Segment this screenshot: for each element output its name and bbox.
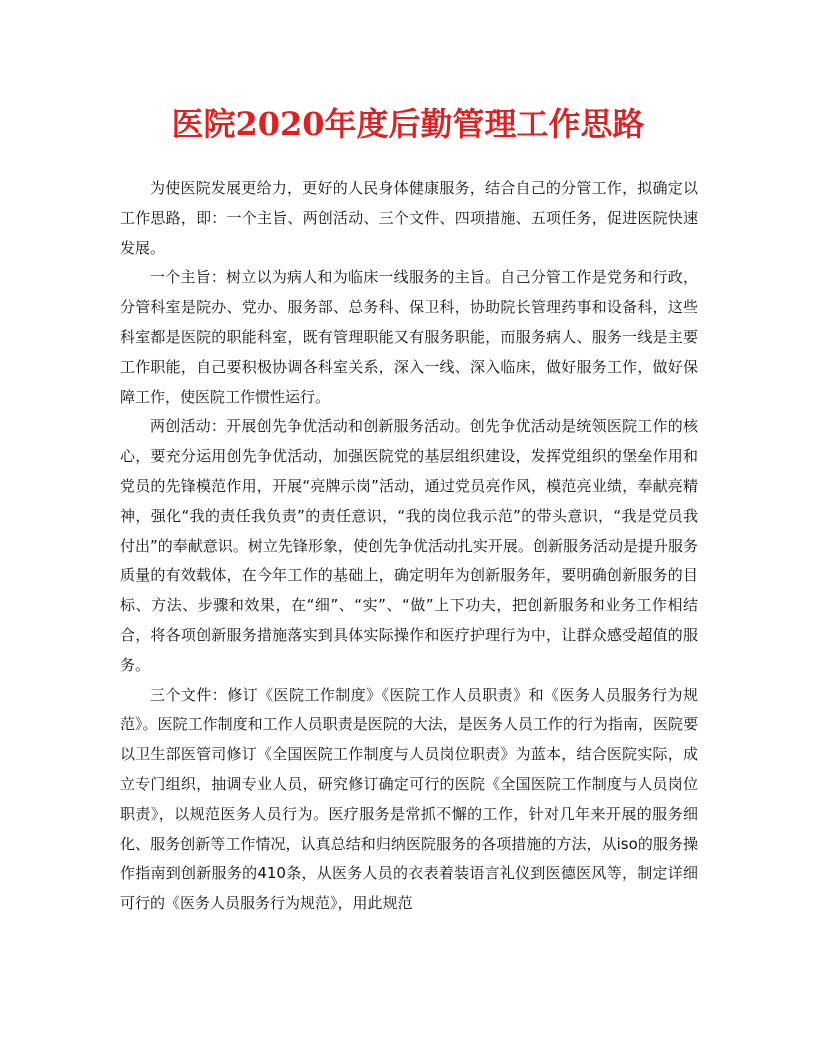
document-body [120, 174, 698, 919]
paragraph-intro: 为使医院发展更给力，更好的人民身体健康服务，结合自己的分管工作，拟确定以工作思路，即：一个主旨、两创活动、三个文件、四项措施、五项任务，促进医院快速发展。 [120, 179, 698, 257]
paragraph-two-activities: 两创活动：开展创先争优活动和创新服务活动。创先争优活动是统领医院工作的核心，要充分运用创先争优活动，加强医院党的基层组织建设，发挥党组织的堡垒作用和党员的先锋模范作用，开展“亮牌示岗”活动，通过党员亮作风，模范亮业绩，奉献亮精神，强化“我的责任我负责”的责任意识，“我的岗位我示范”的带头意识，“我是党员我付出”的奉献意识。树立先锋形象，使创先争优活动扎实开展。创新服务活动是提升服务质量的有效载体，在今年工作的基础上，确定明年为创新服务年，要明确创新服务的目标、方法、步骤和效果，在“细”、“实”、“做”上下功夫，把创新服务和业务工作相结合，将各项创新服务措施落实到具体实际操作和医疗护理行为中，让群众感受超值的服务。 [120, 417, 698, 674]
paragraph-one-principle: 一个主旨：树立以为病人和为临床一线服务的主旨。自己分管工作是党务和行政，分管科室是院办、党办、服务部、总务科、保卫科，协助院长管理药事和设备科，这些科室都是医院的职能科室，既有管理职能又有服务职能，而服务病人、服务一线是主要工作职能，自己要积极协调各科室关系，深入一线、深入临床，做好服务工作，做好保障工作，使医院工作惯性运行。 [120, 268, 698, 406]
paragraph-three-documents: 三个文件：修订《医院工作制度》《医院工作人员职责》和《医务人员服务行为规范》。医院工作制度和工作人员职责是医院的大法，是医务人员工作的行为指南，医院要以卫生部医管司修订《全国医院工作制度与人员岗位职责》为蓝本，结合医院实际，成立专门组织，抽调专业人员，研究修订确定可行的医院《全国医院工作制度与人员岗位职责》，以规范医务人员行为。医疗服务是常抓不懈的工作，针对几年来开展的服务细化、服务创新等工作情况，认真总结和归纳医院服务的各项措施的方法，从iso的服务操作指南到创新服务的410条，从医务人员的衣表着装语言礼仪到医德医风等，制定详细可行的《医务人员服务行为规范》，用此规范 [120, 685, 698, 913]
document-title: 医院2020年度后勤管理工作思路 [171, 105, 645, 143]
